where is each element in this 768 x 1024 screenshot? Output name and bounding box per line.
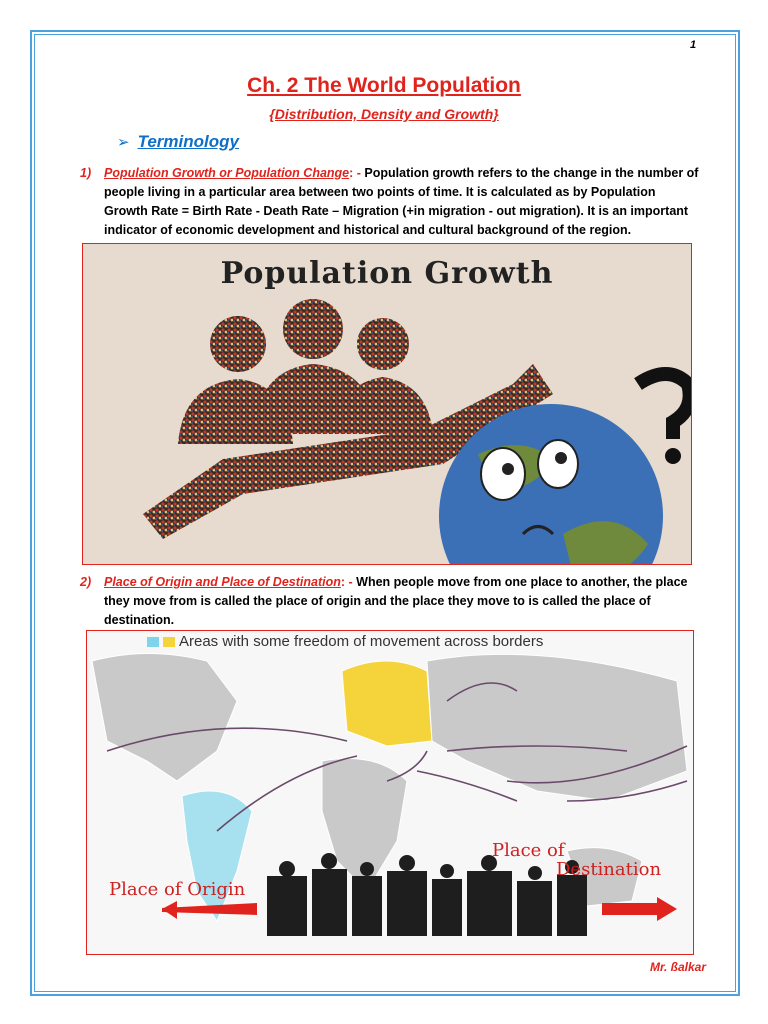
arrow-bullet-icon: ➢ xyxy=(117,134,130,151)
population-growth-image xyxy=(82,243,692,565)
crowd-illustration xyxy=(83,244,692,565)
terminology-label: Terminology xyxy=(137,132,239,151)
item-number: 2) xyxy=(80,575,92,589)
page-title: Ch. 2 The World Population xyxy=(247,74,521,97)
item-term: Place of Origin and Place of Destination xyxy=(104,575,341,589)
question-mark-icon xyxy=(638,374,690,464)
legend-swatch-yellow xyxy=(163,637,175,647)
item-text: When people move from one place to another, the place they move from is called the place of origin and the place they move to is called the place of destination. xyxy=(104,575,688,627)
migration-map-image xyxy=(86,630,694,955)
definition-item-1 xyxy=(80,164,700,240)
world-map xyxy=(87,631,694,955)
destination-line-2: Destination xyxy=(556,859,662,880)
terminology-heading xyxy=(117,132,239,152)
item-text: Population growth refers to the change in the number of people living in a particular area between two points of time. It is calculated as by Population Growth Rate = Birth Rate - Death Rate – Migration (+in migration - out migration). It is an important indicator of economic development and historical and cultural background of the region. xyxy=(104,166,699,237)
destination-line-1: Place of xyxy=(492,840,565,861)
page-subtitle: {Distribution, Density and Growth} xyxy=(269,106,499,122)
figure-title: Population Growth xyxy=(220,256,554,291)
place-of-origin-label: Place of Origin xyxy=(109,879,246,900)
item-number: 1) xyxy=(80,166,92,180)
map-legend xyxy=(147,633,543,650)
item-separator: : - xyxy=(340,575,353,589)
item-body xyxy=(104,573,700,630)
legend-text: Areas with some freedom of movement across borders xyxy=(179,633,544,650)
item-body xyxy=(104,164,700,240)
legend-swatch-blue xyxy=(147,637,159,647)
author-signature: Mr. ßalkar xyxy=(650,960,707,974)
page-number: 1 xyxy=(690,39,697,51)
definition-item-2 xyxy=(80,573,700,630)
item-separator: : - xyxy=(349,166,361,180)
place-of-destination-label xyxy=(492,841,661,879)
item-term: Population Growth or Population Change xyxy=(104,166,350,180)
